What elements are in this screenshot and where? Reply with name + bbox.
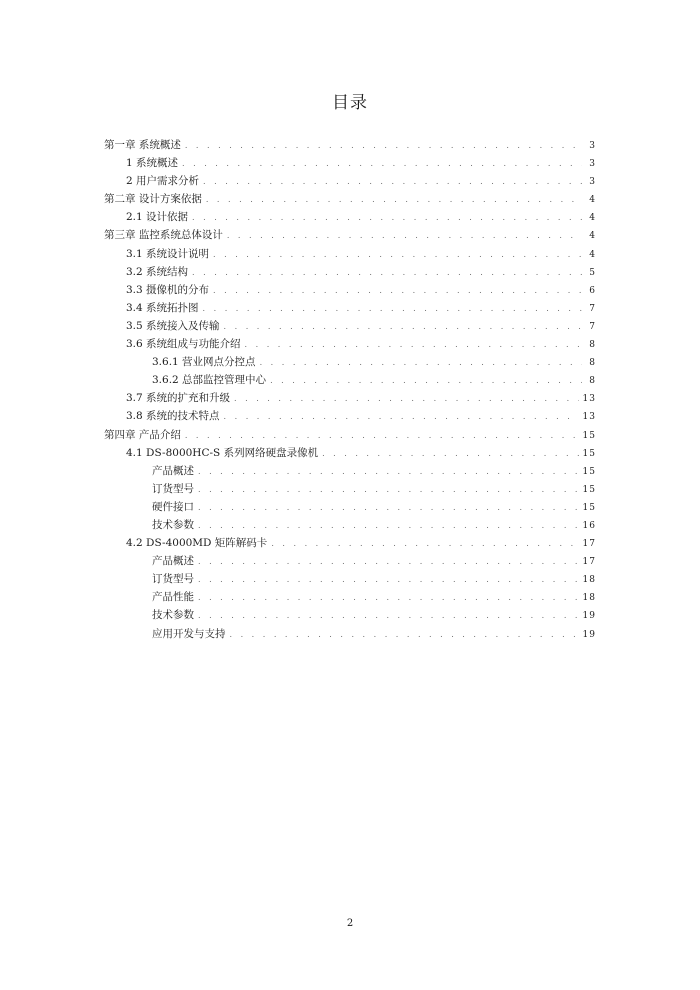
toc-entry-title: 2 用户需求分析 [126,175,200,188]
toc-entry-page: 15 [582,448,596,459]
toc-entry-page: 15 [582,502,596,513]
table-of-contents [104,136,596,643]
toc-dot-leader [198,481,579,499]
toc-dot-leader [271,535,578,553]
toc-dot-leader [245,336,582,354]
toc-dot-leader [213,282,582,300]
toc-entry[interactable] [104,226,596,244]
toc-entry[interactable] [104,444,596,462]
toc-entry[interactable] [104,426,596,444]
toc-entry-title: 1 系统概述 [126,157,179,170]
toc-entry-title: 订货型号 [152,482,194,495]
toc-entry-title: 产品概述 [152,555,194,568]
toc-dot-leader [206,191,582,209]
toc-dot-leader [224,408,579,426]
toc-dot-leader [260,354,582,372]
toc-entry-page: 3 [589,177,596,188]
toc-dot-leader [227,227,582,245]
toc-entry[interactable] [104,462,596,480]
toc-entry-page: 6 [589,285,596,296]
toc-entry-page: 15 [582,430,596,441]
page-number: 2 [346,918,354,929]
toc-entry-title: 3.7 系统的扩充和升级 [126,392,231,405]
toc-entry[interactable] [104,263,596,281]
toc-entry[interactable] [104,570,596,588]
toc-entry-title: 第三章 监控系统总体设计 [104,229,223,242]
toc-entry[interactable] [104,480,596,498]
toc-entry-title: 3.8 系统的技术特点 [126,410,220,423]
toc-entry[interactable] [104,371,596,389]
toc-entry-title: 技术参数 [152,518,194,531]
page-title: 目录 [332,93,368,113]
toc-dot-leader [198,463,579,481]
toc-dot-leader [198,589,579,607]
toc-entry-title: 订货型号 [152,573,194,586]
toc-entry-page: 15 [582,466,596,477]
toc-entry-title: 技术参数 [152,609,194,622]
toc-entry-title: 3.3 摄像机的分布 [126,283,210,296]
toc-entry-page: 13 [582,412,596,423]
toc-entry-page: 16 [582,520,596,531]
toc-entry-title: 第一章 系统概述 [104,139,181,151]
toc-entry-page: 18 [582,575,596,586]
toc-entry-title: 3.5 系统接入及传输 [126,319,220,332]
toc-entry[interactable] [104,552,596,570]
toc-entry-title: 硬件接口 [152,500,194,513]
toc-dot-leader [192,209,582,227]
toc-entry-page: 4 [589,213,596,224]
toc-dot-leader [192,264,582,282]
toc-entry[interactable] [104,299,596,317]
toc-entry-page: 7 [589,303,596,314]
toc-entry-title: 产品概述 [152,464,194,477]
toc-entry-page: 5 [589,267,596,278]
toc-entry-page: 4 [589,231,596,242]
toc-dot-leader [224,318,582,336]
toc-entry-title: 3.2 系统结构 [126,265,189,278]
toc-dot-leader [203,300,582,318]
toc-entry-page: 19 [582,629,596,640]
toc-entry-page: 17 [582,557,596,568]
toc-entry[interactable] [104,245,596,263]
toc-dot-leader [185,427,579,445]
toc-entry-title: 第二章 设计方案依据 [104,193,202,206]
toc-entry-title: 3.6.1 营业网点分控点 [152,356,256,369]
toc-entry-page: 19 [582,611,596,622]
toc-entry-page: 8 [589,358,596,369]
toc-entry[interactable] [104,407,596,425]
toc-entry-title: 3.1 系统设计说明 [126,247,210,260]
toc-entry[interactable] [104,534,596,552]
toc-dot-leader [185,137,582,155]
toc-entry[interactable] [104,208,596,226]
toc-dot-leader [322,445,578,463]
toc-entry-page: 7 [589,321,596,332]
toc-entry-page: 15 [582,484,596,495]
toc-entry-title: 产品性能 [152,591,194,604]
toc-dot-leader [198,499,579,517]
toc-entry-page: 3 [589,159,596,170]
toc-entry-page: 8 [589,376,596,387]
toc-dot-leader [270,372,582,390]
toc-entry[interactable] [104,335,596,353]
toc-entry-title: 3.6.2 总部监控管理中心 [152,374,267,387]
toc-entry[interactable] [104,281,596,299]
toc-entry[interactable] [104,353,596,371]
toc-entry-title: 4.2 DS-4000MD 矩阵解码卡 [126,537,268,550]
toc-entry[interactable] [104,516,596,534]
toc-entry[interactable] [104,588,596,606]
toc-entry-title: 第四章 产品介绍 [104,428,181,441]
toc-entry[interactable] [104,498,596,516]
toc-entry[interactable] [104,625,596,643]
toc-entry-title: 应用开发与支持 [152,627,226,640]
toc-entry-title: 3.4 系统拓扑图 [126,301,199,314]
toc-entry-title: 3.6 系统组成与功能介绍 [126,338,241,351]
toc-dot-leader [198,607,579,625]
toc-entry-title: 4.1 DS-8000HC-S 系列网络硬盘录像机 [126,446,319,459]
toc-entry-page: 17 [582,539,596,550]
toc-entry-page: 8 [589,340,596,351]
toc-entry[interactable] [104,154,596,172]
toc-entry-page: 4 [589,249,596,260]
toc-entry-page: 13 [582,394,596,405]
toc-dot-leader [198,571,579,589]
toc-entry-title: 2.1 设计依据 [126,211,189,224]
toc-entry[interactable] [104,606,596,624]
toc-dot-leader [234,390,579,408]
toc-entry-page: 4 [589,195,596,206]
toc-entry-page: 3 [589,141,596,151]
toc-entry[interactable] [104,317,596,335]
toc-entry[interactable] [104,136,596,154]
toc-dot-leader [213,246,582,264]
toc-entry[interactable] [104,172,596,190]
toc-entry[interactable] [104,190,596,208]
toc-dot-leader [230,626,579,644]
toc-dot-leader [198,517,579,535]
toc-entry[interactable] [104,389,596,407]
toc-dot-leader [198,553,579,571]
toc-dot-leader [203,173,582,191]
toc-entry-page: 18 [582,593,596,604]
toc-dot-leader [182,155,582,173]
